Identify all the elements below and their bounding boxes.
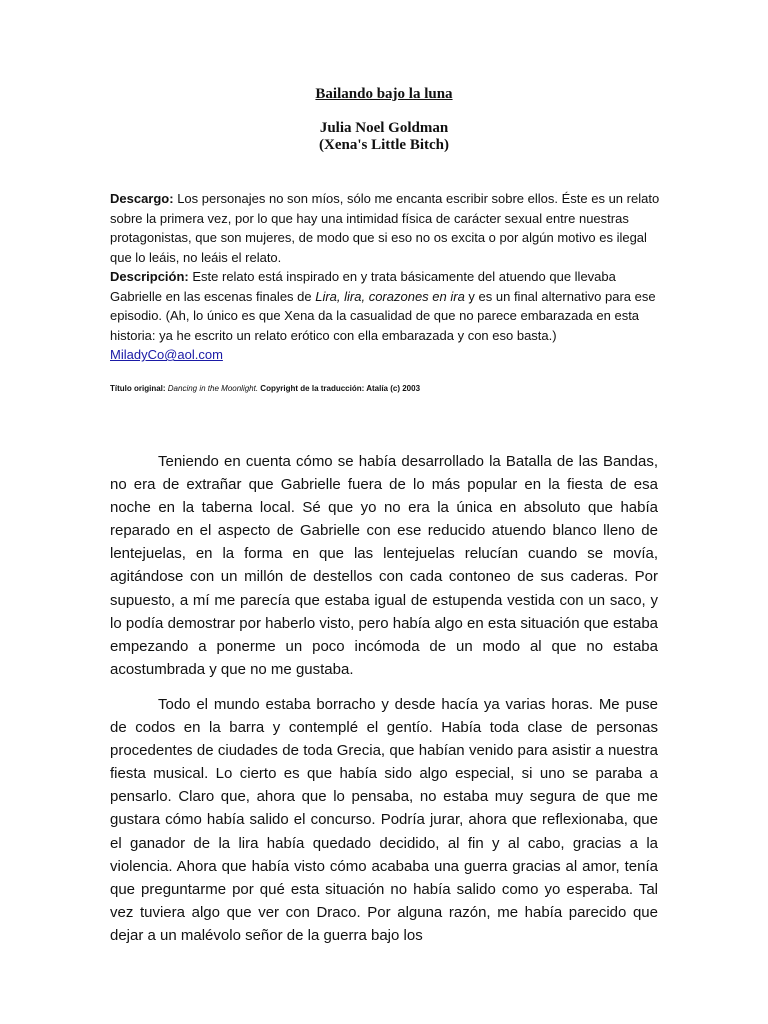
- credit-original-title: Dancing in the Moonlight.: [167, 384, 259, 393]
- author-alias: (Xena's Little Bitch): [319, 137, 449, 153]
- description-episode: Lira, lira, corazones en ira: [315, 288, 465, 304]
- story-paragraph: Todo el mundo estaba borracho y desde hacía ya varias horas. Me puse de codos en la barra y contemplé el gentío. Había toda clase de personas procedentes de ciudades de toda Grecia, que habían venido para asistir a nuestra fiesta musical. Lo cierto es que había sido algo especial, si uno se paraba a pensarlo. Claro que, ahora que lo pensaba, no estaba muy segura de que me gustara cómo había salido el concurso. Podría jurar, ahora que reflexionaba, que el ganador de la lira había quedado decidido, al fin y al cabo, gracias a la violencia. Ahora que había visto cómo acababa una guerra gracias al amor, tenía que preguntarme por qué esta situación no había salido como yo esperaba. Tal vez tuviera algo que ver con Draco. Por alguna razón, me había parecido que dejar a un malévolo señor de la guerra bajo los: [110, 695, 658, 944]
- story-body: [110, 450, 658, 959]
- story-paragraph: Teniendo en cuenta cómo se había desarrollado la Batalla de las Bandas, no era de extrañar que Gabrielle fuera de lo más popular en la fiesta de esa noche en la taberna local. Sé que yo no era la única en absoluto que había reparado en el aspecto de Gabrielle con ese reducido atuendo blanco lleno de lentejuelas, en la forma en que las lentejuelas relucían cuando se movía, agitándose con un millón de destellos con cada contoneo de sus caderas. Por supuesto, a mí me parecía que estaba igual de estupenda vestida con un saco, y lo podía demostrar por haberlo visto, pero había algo en esta situación que estaba empezando a ponerme un poco incómoda de un modo al que no estaba acostumbrada y que no me gustaba.: [110, 453, 658, 678]
- disclaimer-text: Los personajes no son míos, sólo me encanta escribir sobre ellos. Éste es un relato sobre la primera vez, por lo que hay una intimidad física de carácter sexual entre nuestras protagonistas, que son mujeres, de modo que si eso no os excita o por algún motivo es ilegal que lo leáis, no leáis el relato.: [110, 191, 660, 265]
- credit-translator: Atalía (c) 2003: [366, 384, 421, 393]
- author-name: Julia Noel Goldman: [319, 120, 449, 136]
- credit-label: Título original:: [110, 384, 168, 393]
- description-text-1: Este relato está inspirado en y trata básicamente del atuendo que llevaba Gabrielle en las escenas finales de: [110, 269, 616, 304]
- author-block: [0, 120, 768, 154]
- description-text-2: y es un final alternativo para ese episodio. (Ah, lo único es que Xena da la casualidad de que no parece embarazada en esta historia: ya he escrito un relato erótico con ella embarazada y con eso basta.): [110, 288, 656, 343]
- intro-notes: [110, 189, 662, 365]
- translation-credit: [110, 383, 670, 395]
- disclaimer: [110, 189, 662, 267]
- disclaimer-label: Descargo:: [110, 191, 174, 206]
- credit-translation: Copyright de la traducción:: [258, 384, 367, 393]
- description: [110, 267, 662, 345]
- description-label: Descripción:: [110, 269, 189, 284]
- author-email-link[interactable]: MiladyCo@aol.com: [110, 347, 223, 362]
- document-title: Bailando bajo la luna: [315, 86, 453, 102]
